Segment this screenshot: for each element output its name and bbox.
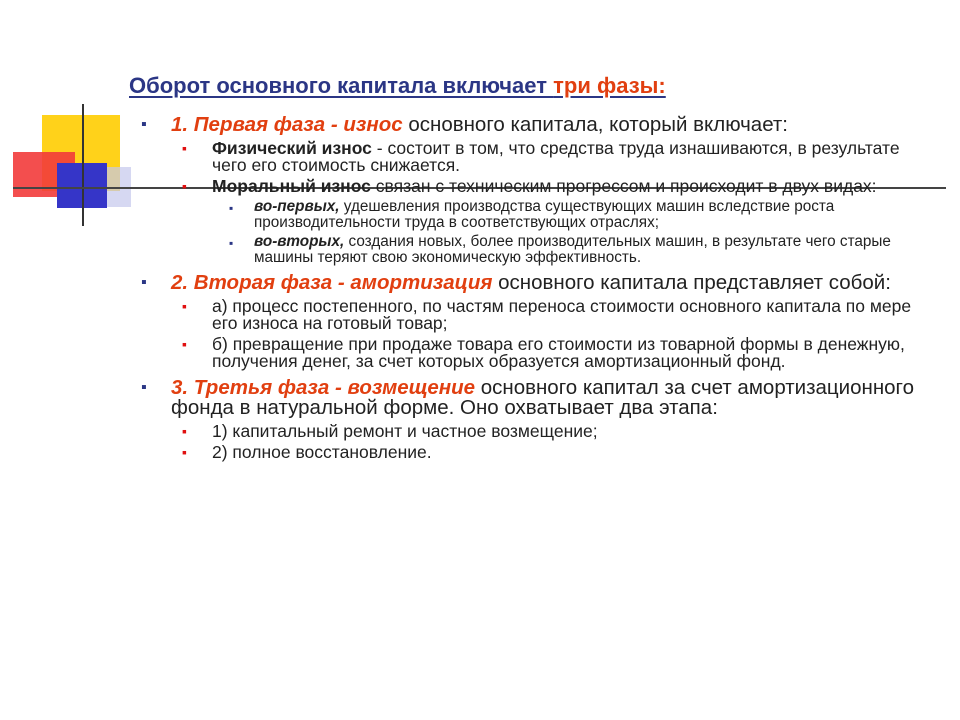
text-first: удешевления производства существующих машин вследствие роста производительности труда в соответствующих отраслях; (254, 198, 835, 231)
phase2-tail: основного капитала представляет собой: (492, 271, 891, 294)
moral-subitem-first (141, 199, 931, 231)
phase1-tail: основного капитала, который включает: (402, 113, 789, 136)
bullet-icon: ▪ (182, 444, 187, 460)
bullet-icon: ▪ (182, 423, 187, 439)
moral-subitem-second (141, 234, 931, 266)
bullet-icon: ▪ (141, 379, 147, 396)
bullet-icon: ▪ (141, 116, 147, 133)
phase2-head: 2. Вторая фаза - амортизация (171, 271, 493, 294)
bullet-icon: ▪ (141, 274, 147, 291)
bullet-icon: ▪ (229, 236, 234, 250)
text-second: создания новых, более производительных машин, в результате чего старые машины теряют свою экономическую эффективность. (254, 233, 891, 266)
phase1-item (141, 115, 931, 135)
phase2-subitem-b (141, 336, 931, 370)
phase2-subitem-a (141, 298, 931, 332)
decor-vertical-line (82, 104, 84, 226)
bullet-icon: ▪ (182, 140, 187, 156)
phase3-head: 3. Третья фаза - возмещение (171, 376, 476, 399)
term-first: во-первых, (254, 198, 340, 215)
phase3-subitem-2 (141, 444, 931, 461)
phase2-item (141, 273, 931, 293)
title-main: Оборот основного капитала включает (129, 73, 554, 98)
slide-content (141, 115, 931, 465)
phase3-tail: основного капитал за счет амортизационного фонда в натуральной форме. Оно охватывает два этапа: (171, 376, 914, 419)
phase1-subitem-moral (141, 178, 931, 195)
bullet-icon: ▪ (229, 201, 234, 215)
phase3-item (141, 378, 931, 418)
text-physical: - состоит в том, что средства труда изнашиваются, в результате чего его стоимость снижается. (212, 138, 900, 175)
text-moral: связан с техническим прогрессом и происходит в двух видах: (370, 176, 877, 196)
phase3-subitem-1 (141, 423, 931, 440)
term-second: во-вторых, (254, 233, 345, 250)
bullet-icon: ▪ (182, 298, 187, 314)
slide-title (129, 73, 666, 99)
text-phase2-a: а) процесс постепенного, по частям переноса стоимости основного капитала по мере его износа на готовый товар; (212, 296, 912, 333)
text-phase3-2: 2) полное восстановление. (212, 442, 432, 462)
title-accent: три фазы: (553, 73, 666, 98)
term-physical: Физический износ (212, 138, 372, 158)
term-moral: Моральный износ (212, 176, 371, 196)
text-phase2-b: б) превращение при продаже товара его стоимости из товарной формы в денежную, получения денег, за счет которых образуется амортизационный фонд. (212, 334, 905, 371)
phase1-subitem-physical (141, 140, 931, 174)
text-phase3-1: 1) капитальный ремонт и частное возмещение; (212, 421, 598, 441)
bullet-icon: ▪ (182, 178, 187, 194)
bullet-icon: ▪ (182, 336, 187, 352)
phase1-head: 1. Первая фаза - износ (171, 113, 403, 136)
